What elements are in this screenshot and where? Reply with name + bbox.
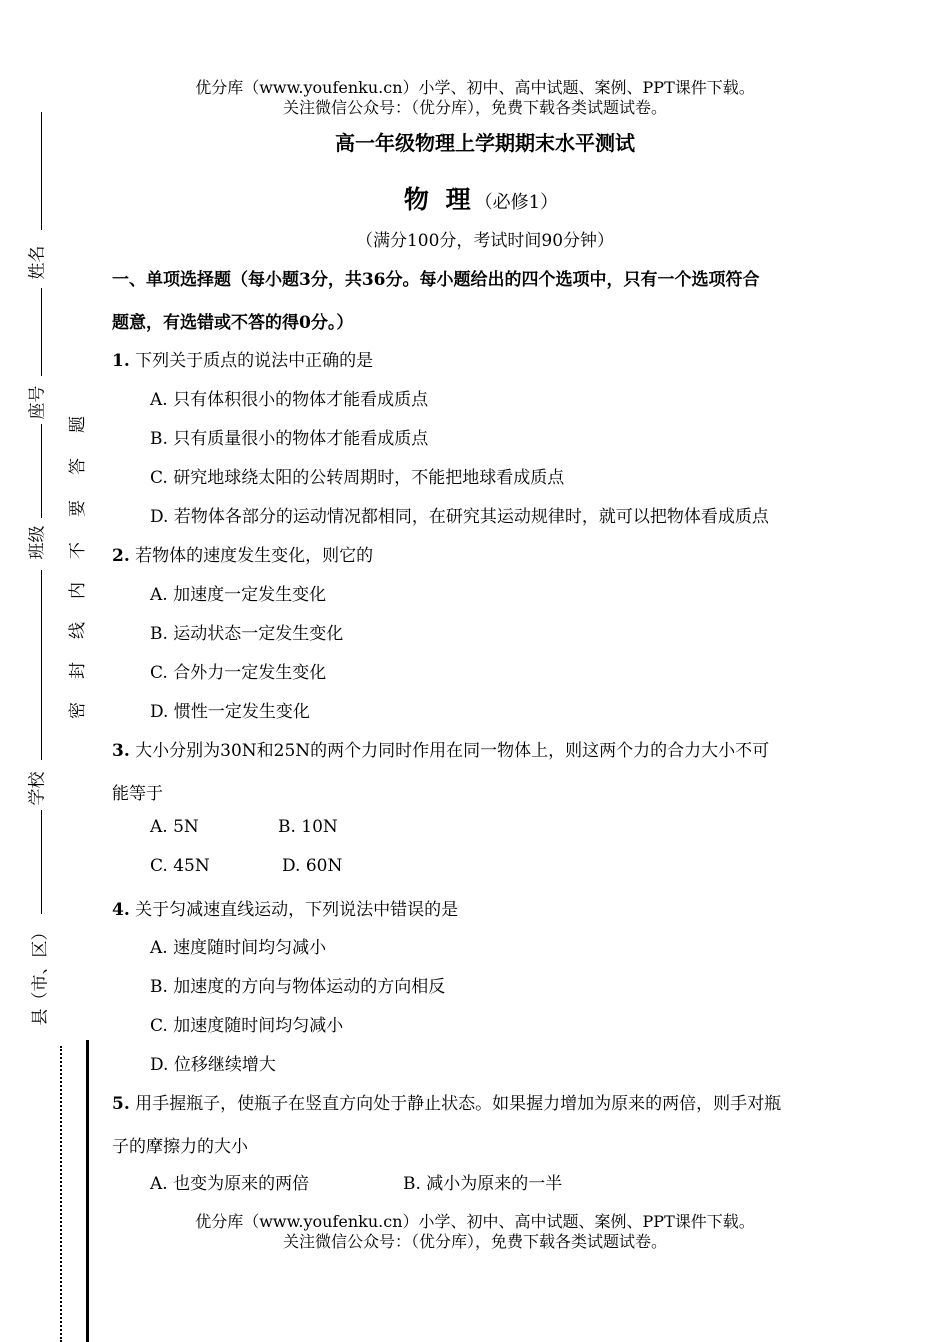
subject-name: 物 理 <box>403 185 475 214</box>
question-text: 下列关于质点的说法中正确的是 <box>129 351 374 371</box>
q4-option-c: C. 加速度随时间均匀减小 <box>150 1016 344 1036</box>
q3-option-d: D. 60N <box>282 856 343 876</box>
q1-option-c: C. 研究地球绕太阳的公转周期时，不能把地球看成质点 <box>150 468 565 488</box>
section-heading-line1: 一、单项选择题（每小题3分，共36分。每小题给出的四个选项中，只有一个选项符合 <box>112 270 760 290</box>
question-text: 若物体的速度发生变化，则它的 <box>129 546 374 566</box>
q4-option-d: D. 位移继续增大 <box>150 1055 276 1075</box>
section-heading-line2: 题意，有选错或不答的得0分。） <box>112 313 354 333</box>
margin-class-label: 班级 <box>27 525 48 560</box>
bottom-watermark-line1: 优分库（www.youfenku.cn）小学、初中、高中试题、案例、PPT课件下载。 <box>195 1212 755 1231</box>
question-text: 关于匀减速直线运动，下列说法中错误的是 <box>129 900 459 920</box>
question-3 <box>112 736 769 761</box>
seal-char: 答 <box>68 458 88 475</box>
name-fill-line <box>41 112 42 230</box>
q3-option-b: B. 10N <box>278 817 338 837</box>
margin-seat-label: 座号 <box>27 385 48 420</box>
top-watermark-line2: 关注微信公众号：（优分库），免费下载各类试题试卷。 <box>282 98 667 117</box>
question-text: 大小分别为30N和25N的两个力同时作用在同一物体上，则这两个力的合力大小不可 <box>129 741 770 761</box>
seal-char: 内 <box>68 582 88 599</box>
exam-title: 高一年级物理上学期期末水平测试 <box>335 131 635 155</box>
q4-option-a: A. 速度随时间均匀减小 <box>150 938 327 958</box>
seal-solid-line <box>86 1040 89 1342</box>
q3-option-c: C. 45N <box>150 856 210 876</box>
question-3-continued: 能等于 <box>112 784 163 804</box>
seal-dotted-line <box>60 1046 62 1342</box>
question-number: 2. <box>112 546 130 566</box>
seal-char: 题 <box>68 416 88 433</box>
school-fill-line <box>41 570 42 760</box>
question-4 <box>112 895 458 920</box>
seat-fill-line <box>41 288 42 376</box>
question-number: 4. <box>112 900 130 920</box>
question-number: 5. <box>112 1094 130 1114</box>
q2-option-b: B. 运动状态一定发生变化 <box>150 624 344 644</box>
class-fill-line <box>41 424 42 518</box>
subject-note: （必修1） <box>474 192 559 213</box>
county-fill-line <box>41 810 42 914</box>
question-2 <box>112 541 373 566</box>
q2-option-a: A. 加速度一定发生变化 <box>150 585 327 605</box>
q3-option-a: A. 5N <box>150 817 199 837</box>
seal-char: 要 <box>68 500 88 517</box>
margin-school-label: 学校 <box>27 771 48 806</box>
score-note: （满分100分，考试时间90分钟） <box>355 231 615 251</box>
q1-option-a: A. 只有体积很小的物体才能看成质点 <box>150 390 429 410</box>
margin-name-label: 姓名 <box>27 245 48 280</box>
question-1 <box>112 346 373 371</box>
seal-char: 密 <box>68 702 88 719</box>
seal-char: 封 <box>68 662 88 679</box>
q4-option-b: B. 加速度的方向与物体运动的方向相反 <box>150 977 446 997</box>
question-5-continued: 子的摩擦力的大小 <box>112 1137 248 1157</box>
seal-char: 线 <box>68 622 88 639</box>
margin-county-label: 县（市、区） <box>30 923 51 1026</box>
question-5 <box>112 1089 781 1114</box>
q2-option-d: D. 惯性一定发生变化 <box>150 702 310 722</box>
seal-char: 不 <box>68 542 88 559</box>
q1-option-d: D. 若物体各部分的运动情况都相同，在研究其运动规律时，就可以把物体看成质点 <box>150 507 769 527</box>
bottom-watermark-line2: 关注微信公众号：（优分库），免费下载各类试题试卷。 <box>282 1232 667 1251</box>
q2-option-c: C. 合外力一定发生变化 <box>150 663 327 683</box>
question-number: 3. <box>112 741 130 761</box>
question-text: 用手握瓶子，使瓶子在竖直方向处于静止状态。如果握力增加为原来的两倍，则手对瓶 <box>129 1094 782 1114</box>
q1-option-b: B. 只有质量很小的物体才能看成质点 <box>150 429 429 449</box>
q5-option-b: B. 减小为原来的一半 <box>403 1174 563 1194</box>
q5-option-a: A. 也变为原来的两倍 <box>150 1174 310 1194</box>
top-watermark-line1: 优分库（www.youfenku.cn）小学、初中、高中试题、案例、PPT课件下载。 <box>195 78 755 97</box>
question-number: 1. <box>112 351 130 371</box>
subject-heading <box>0 180 950 216</box>
